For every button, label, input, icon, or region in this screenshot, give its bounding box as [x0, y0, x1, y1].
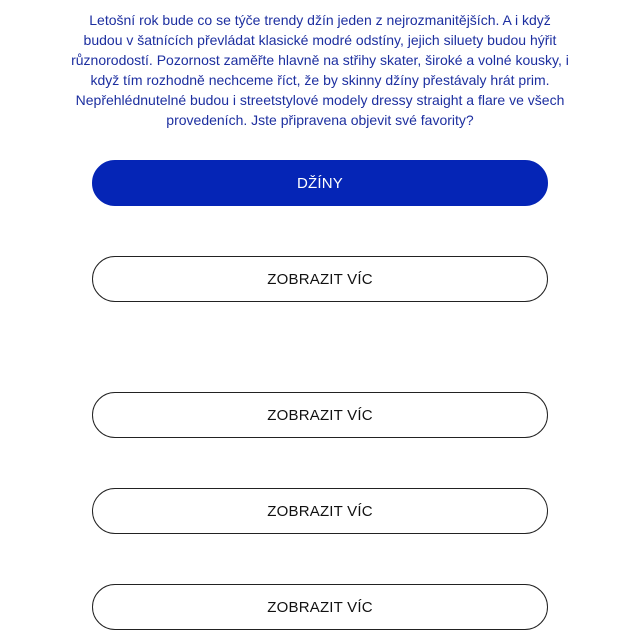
show-more-button[interactable]: ZOBRAZIT VÍC	[92, 392, 548, 438]
jeans-button[interactable]: DŽÍNY	[92, 160, 548, 206]
show-more-button[interactable]: ZOBRAZIT VÍC	[92, 488, 548, 534]
show-more-button[interactable]: ZOBRAZIT VÍC	[92, 584, 548, 630]
show-more-button[interactable]: ZOBRAZIT VÍC	[92, 256, 548, 302]
intro-paragraph: Letošní rok bude co se týče trendy džín jeden z nejrozmanitějších. A i když budou v šatnících převládat klasické modré odstíny, jejich siluety budou hýřit různorodostí. Pozornost zaměřte hlavně na střihy skater, široké a volné kousky, i když tím rozhodně nechceme říct, že by skinny džíny přestávaly hrát prim. Nepřehlédnutelné budou i streetstylové modely dressy straight a flare ve všech provedeních. Jste připravena objevit své favority?	[71, 12, 569, 128]
